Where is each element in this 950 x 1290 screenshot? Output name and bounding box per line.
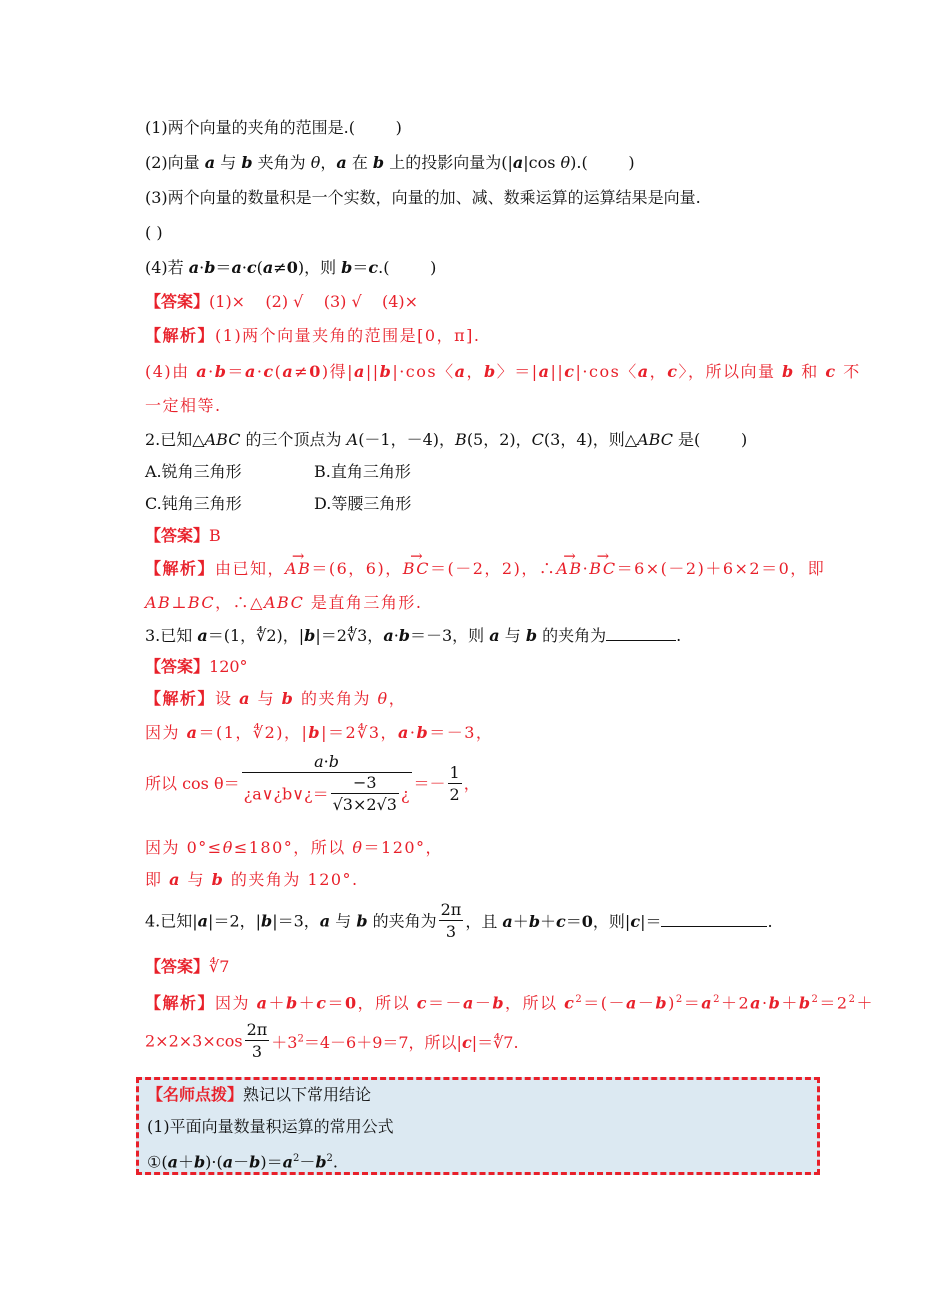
q2-stem: 2.已知△ABC 的三个顶点为 A(－1，－4)，B(5，2)，C(3，4)，则△ABC 是( ) [145, 430, 748, 449]
q3-cos-fraction [242, 752, 412, 816]
analysis-tag: 【解析】 [145, 559, 216, 578]
q1-analysis-text-1: (1)两个向量夹角的范围是[0，π]. [215, 326, 481, 345]
q2-analysis-2: AB⊥BC，∴△ABC 是直角三角形. [145, 593, 423, 612]
q2-answer-text: B [209, 526, 221, 545]
q1-answer [145, 291, 418, 313]
q2-option-b: B.直角三角形 [314, 462, 411, 481]
q1-item-2: (2)向量 a 与 b 夹角为 θ，a 在 b 上的投影向量为(|a|cos θ).( ) [145, 153, 635, 172]
q4-analysis-1: 【解析】因为 a＋b＋c＝0，所以 c＝－a－b，所以 $c^2=(-a-b)^2=a^2+2a\cdot b+b^2=2^2+$ [145, 993, 874, 1013]
q4-blank [661, 910, 767, 927]
q4-cos-fraction: $\frac{2\pi}{3}$ [246, 1020, 268, 1061]
q3-cos-result-sign: ＝－ [413, 774, 446, 793]
q4-answer: 【答案】∜7 [145, 957, 230, 976]
q3-answer-text: 120° [209, 657, 248, 676]
q1-item-1: (1)两个向量的夹角的范围是.( ) [145, 118, 402, 137]
q3-cos-prefix: 所以 cos θ＝ [145, 774, 240, 793]
answer-tag: 【答案】 [145, 526, 210, 545]
q2-option-d: D.等腰三角形 [314, 494, 412, 513]
q4-stem: 4.已知|a|＝2，|b|＝3，a 与 b 的夹角为 $\frac{2\pi}{3}$ ，且 a＋b＋c＝0，则|c|＝ . [145, 900, 773, 941]
answer-tag: 【答案】 [145, 292, 210, 311]
q3-analysis-4: 因为 0°≤θ≤180°，所以 θ＝120°， [145, 838, 444, 857]
q3-cos-numerator: a·b [242, 752, 412, 773]
answer-tag: 【答案】 [145, 657, 210, 676]
q2-option-a: A.锐角三角形 [145, 462, 242, 481]
analysis-tag: 【解析】 [145, 993, 216, 1013]
q4-angle-fraction: $\frac{2\pi}{3}$ [440, 900, 462, 941]
q4-analysis-2: 2×2×3×cos $\frac{2\pi}{3}$ $+3^2=4-6+9=7$，所以|c|＝∜7. [145, 1020, 519, 1061]
q1-item-3-bracket: ( ) [145, 223, 163, 242]
tip-line-1: (1)平面向量数量积运算的常用公式 [147, 1117, 394, 1136]
q3-inner-fraction: $\frac{-3}{√3\times 2√3}$ [332, 773, 397, 814]
q2-answer [145, 525, 221, 547]
analysis-tag: 【解析】 [145, 689, 216, 708]
q1-analysis-2: (4)由 a·b＝a·c(a≠0)得|a||b|·cos〈a，b〉＝|a||c|·cos〈a，c〉，所以向量 b 和 c 不 [145, 362, 861, 381]
tip-title: 熟记以下常用结论 [243, 1085, 372, 1104]
q3-answer [145, 656, 248, 678]
q3-blank [606, 624, 676, 641]
q1-item-3: (3)两个向量的数量积是一个实数，向量的加、减、数乘运算的运算结果是向量. [145, 188, 701, 207]
analysis-tag: 【解析】 [145, 326, 216, 345]
q3-result-fraction: $\frac{1}{2}$ [449, 762, 460, 804]
q3-cos-denominator: ¿a∨¿b∨¿＝ $\frac{-3}{√3\times 2√3}$ ¿ [243, 773, 410, 814]
q1-analysis-1 [145, 325, 480, 347]
answer-tag: 【答案】 [145, 957, 210, 976]
q1-analysis-3: 一定相等. [145, 396, 222, 415]
q3-stem: 3.已知 a＝(1，∜2)，|b|＝2∜3，a·b＝－3，则 a 与 b 的夹角为 . [145, 626, 682, 645]
q3-analysis-5: 即 a 与 b 的夹角为 120°. [145, 870, 359, 889]
q3-analysis-2: 因为 a＝(1，∜2)，|b|＝2∜3，a·b＝－3， [145, 723, 494, 742]
q3-cos-formula: 所以 cos θ＝ a·b ¿a∨¿b∨¿＝ $\frac{-3}{√3\times 2√3}$ ¿ ＝－ $\frac{1}{2}$ ， [145, 752, 480, 814]
tip-box [136, 1077, 820, 1175]
q2-analysis-1: 【解析】由已知，→ AB＝(6，6)，→ BC＝(－2，2)，∴→ AB·→ BC＝6×(－2)＋6×2＝0，即 [145, 558, 825, 580]
tip-tag: 【名师点拨】 [147, 1085, 244, 1104]
tip-line-2: $①(a+b)\cdot(a-b)=a^2-b^2$. [147, 1152, 338, 1172]
q3-analysis-1: 【解析】设 a 与 b 的夹角为 θ， [145, 689, 407, 708]
q1-item-4: (4)若 a·b＝a·c(a≠0)，则 b＝c.( ) [145, 258, 437, 277]
q2-option-c: C.钝角三角形 [145, 494, 242, 513]
q1-answer-text: (1)× (2) √ (3) √ (4)× [209, 292, 419, 311]
tip-title-row [147, 1084, 371, 1106]
